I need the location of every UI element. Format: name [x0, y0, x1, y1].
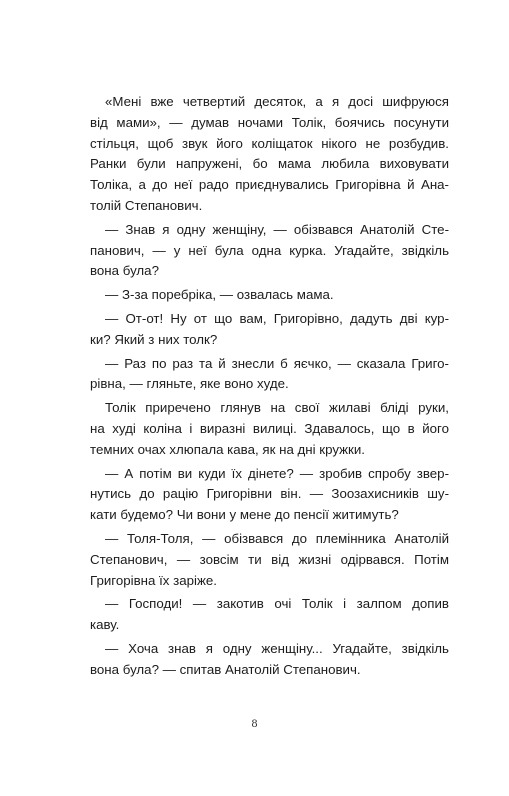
text-line: каву. [90, 617, 120, 633]
text-line: Толік приречено глянув на свої жилаві бліді руки, [105, 400, 449, 416]
text-line: стільця, щоб звук його коліщаток нікого не розбудив. [90, 135, 449, 151]
text-line: темних очах хлюпала кава, як на дні кружки. [90, 441, 365, 457]
body-text [90, 92, 449, 684]
paragraph [90, 309, 449, 351]
text-line: Григорівна їх заріже. [90, 572, 217, 588]
text-line: толій Степанович. [90, 197, 203, 213]
text-line: — Знав я одну женщіну, — обізвався Анатолій Сте- [105, 221, 449, 237]
paragraph [90, 285, 449, 306]
paragraph [90, 464, 449, 526]
text-line: — Раз по раз та й знесли б яєчко, — сказала Григо- [105, 355, 449, 371]
text-line: вона була? — спитав Анатолій Степанович. [90, 661, 361, 677]
text-line: — Толя-Толя, — обізвався до племінника Анатолій [105, 530, 449, 546]
text-line: — З-за поребріка, — озвалась мама. [105, 287, 334, 303]
text-line: ки? Який з них толк? [90, 331, 218, 347]
paragraph [90, 354, 449, 396]
paragraph [90, 220, 449, 282]
text-line: — А потім ви куди їх дінете? — зробив спробу звер- [105, 465, 449, 481]
text-line: Ранки були напружені, бо мама любила виховувати [90, 156, 449, 172]
text-line: — От-от! Ну от що вам, Григорівно, дадуть дві кур- [105, 310, 449, 326]
text-line: кати будемо? Чи вони у мене до пенсії житимуть? [90, 507, 399, 523]
text-line: від мами», — думав ночами Толік, боячись посунути [90, 114, 449, 130]
text-line: нутись до рацію Григорівни він. — Зоозахисників шу- [90, 486, 449, 502]
text-line: «Мені вже четвертий десяток, а я досі шифруюся [105, 94, 449, 109]
text-line: на худі коліна і виразні вилиці. Здавалось, що в його [90, 420, 449, 436]
paragraph [90, 639, 449, 681]
paragraph [90, 594, 449, 636]
text-line: панович, — у неї була одна курка. Угадайте, звідкіль [90, 242, 449, 258]
text-line: вона була? [90, 263, 159, 279]
text-line: Толіка, а до неї радо приєднувались Григорівна й Ана- [90, 177, 449, 193]
text-line: рівна, — гляньте, яке воно худе. [90, 376, 289, 392]
text-line: — Господи! — закотив очі Толік і залпом допив [105, 596, 449, 612]
paragraph [90, 398, 449, 460]
paragraph [90, 92, 449, 217]
text-line: Степанович, — зовсім ти від жизні одірвався. Потім [90, 551, 449, 567]
page-number: 8 [251, 716, 258, 730]
paragraph [90, 529, 449, 591]
text-line: — Хоча знав я одну женщіну... Угадайте, звідкіль [105, 640, 449, 656]
